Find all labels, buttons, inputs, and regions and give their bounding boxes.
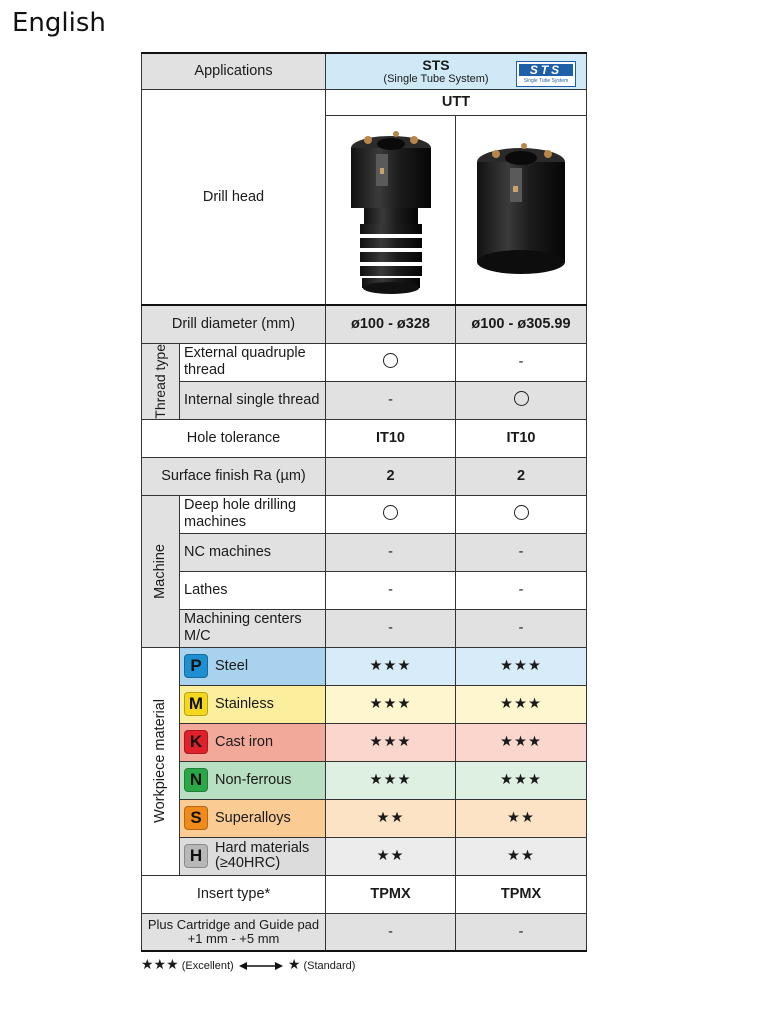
- drill-head-label: Drill head: [142, 89, 326, 305]
- machine-deep-hole-label: Deep hole drilling machines: [180, 495, 326, 533]
- material-name: Stainless: [215, 695, 274, 712]
- machine-deep-hole-value-2: [456, 495, 587, 533]
- legend-standard-star: ★: [287, 956, 301, 972]
- machine-group: Machine: [142, 495, 180, 647]
- drill-diameter-label: Drill diameter (mm): [142, 305, 326, 343]
- cartridge-label: [142, 913, 326, 951]
- thread-internal-value-2: [456, 381, 587, 419]
- sts-logo-icon: STS Single Tube System: [516, 61, 576, 87]
- insert-type-value-2: TPMX: [456, 875, 587, 913]
- thread-type-group: Thread type: [142, 343, 180, 419]
- material-steel-rating-2: ★★★: [456, 647, 587, 685]
- drill-diameter-value-1: ø100 - ø328: [326, 305, 456, 343]
- double-arrow-icon: [239, 961, 283, 971]
- system-title: STS: [422, 56, 450, 73]
- material-hard-materials-rating-2: ★★: [456, 837, 587, 875]
- applications-header: Applications: [142, 53, 326, 89]
- material-hard-materials-rating-1: ★★: [326, 837, 456, 875]
- legend-excellent-text: (Excellent): [181, 960, 234, 972]
- machine-lathes-label: Lathes: [180, 571, 326, 609]
- machine-lathes-value-2: -: [456, 571, 587, 609]
- machine-deep-hole-value-1: [326, 495, 456, 533]
- material-name: Non-ferrous: [215, 771, 292, 788]
- thread-external-label: External quadruple thread: [180, 343, 326, 381]
- machine-lathes-value-1: -: [326, 571, 456, 609]
- iso-p-badge: P: [184, 654, 208, 678]
- insert-type-value-1: TPMX: [326, 875, 456, 913]
- material-superalloys-rating-1: ★★: [326, 799, 456, 837]
- drill-head-image-2: [456, 115, 587, 305]
- drill-head-internal-icon: [466, 128, 576, 288]
- system-subtitle: (Single Tube System): [383, 72, 489, 85]
- machine-mc-value-1: -: [326, 609, 456, 647]
- cartridge-label-line2: +1 mm - +5 mm: [187, 930, 280, 946]
- drill-head-image-1: [326, 115, 456, 305]
- thread-external-value-1: [326, 343, 456, 381]
- material-stainless-rating-2: ★★★: [456, 685, 587, 723]
- material-non-ferrous-label: [180, 761, 326, 799]
- machine-nc-label: NC machines: [180, 533, 326, 571]
- hole-tolerance-value-1: IT10: [326, 419, 456, 457]
- system-header: [326, 53, 587, 89]
- hole-tolerance-label: Hole tolerance: [142, 419, 326, 457]
- material-name: Cast iron: [215, 733, 274, 750]
- material-stainless-label: [180, 685, 326, 723]
- legend-excellent-stars: ★★★: [141, 956, 179, 972]
- material-steel-rating-1: ★★★: [326, 647, 456, 685]
- legend-standard-text: (Standard): [303, 960, 356, 972]
- insert-type-label: Insert type*: [142, 875, 326, 913]
- material-name: Steel: [215, 657, 249, 674]
- iso-h-badge: H: [184, 844, 208, 868]
- material-name: Hard materials (≥40HRC): [215, 840, 310, 871]
- material-superalloys-label: [180, 799, 326, 837]
- hole-tolerance-value-2: IT10: [456, 419, 587, 457]
- workpiece-material-group: Workpiece material: [142, 647, 180, 875]
- circle-mark-icon: [514, 391, 529, 406]
- material-steel-label: [180, 647, 326, 685]
- surface-finish-value-1: 2: [326, 457, 456, 495]
- drill-diameter-value-2: ø100 - ø305.99: [456, 305, 587, 343]
- machine-mc-value-2: -: [456, 609, 587, 647]
- material-superalloys-rating-2: ★★: [456, 799, 587, 837]
- thread-internal-value-1: -: [326, 381, 456, 419]
- rating-legend: [141, 956, 355, 973]
- thread-external-value-2: -: [456, 343, 587, 381]
- material-cast-iron-rating-2: ★★★: [456, 723, 587, 761]
- material-name: Superalloys: [215, 809, 291, 826]
- cartridge-value-1: -: [326, 913, 456, 951]
- material-cast-iron-rating-1: ★★★: [326, 723, 456, 761]
- thread-internal-label: Internal single thread: [180, 381, 326, 419]
- cartridge-label-line1: Plus Cartridge and Guide pad: [147, 916, 320, 932]
- material-stainless-rating-1: ★★★: [326, 685, 456, 723]
- iso-n-badge: N: [184, 768, 208, 792]
- machine-nc-value-2: -: [456, 533, 587, 571]
- drill-head-threaded-icon: [336, 118, 446, 298]
- surface-finish-value-2: 2: [456, 457, 587, 495]
- iso-k-badge: K: [184, 730, 208, 754]
- machine-mc-label: Machining centers M/C: [180, 609, 326, 647]
- workpiece-material-section: [142, 647, 587, 875]
- iso-m-badge: M: [184, 692, 208, 716]
- circle-mark-icon: [514, 505, 529, 520]
- cartridge-value-2: -: [456, 913, 587, 951]
- product-group: UTT: [326, 89, 587, 115]
- language-label: English: [12, 8, 106, 38]
- circle-mark-icon: [383, 505, 398, 520]
- material-non-ferrous-rating-1: ★★★: [326, 761, 456, 799]
- iso-s-badge: S: [184, 806, 208, 830]
- material-hard-materials-label: [180, 837, 326, 875]
- material-non-ferrous-rating-2: ★★★: [456, 761, 587, 799]
- circle-mark-icon: [383, 353, 398, 368]
- machine-nc-value-1: -: [326, 533, 456, 571]
- surface-finish-label: Surface finish Ra (µm): [142, 457, 326, 495]
- material-cast-iron-label: [180, 723, 326, 761]
- spec-table: [141, 52, 587, 952]
